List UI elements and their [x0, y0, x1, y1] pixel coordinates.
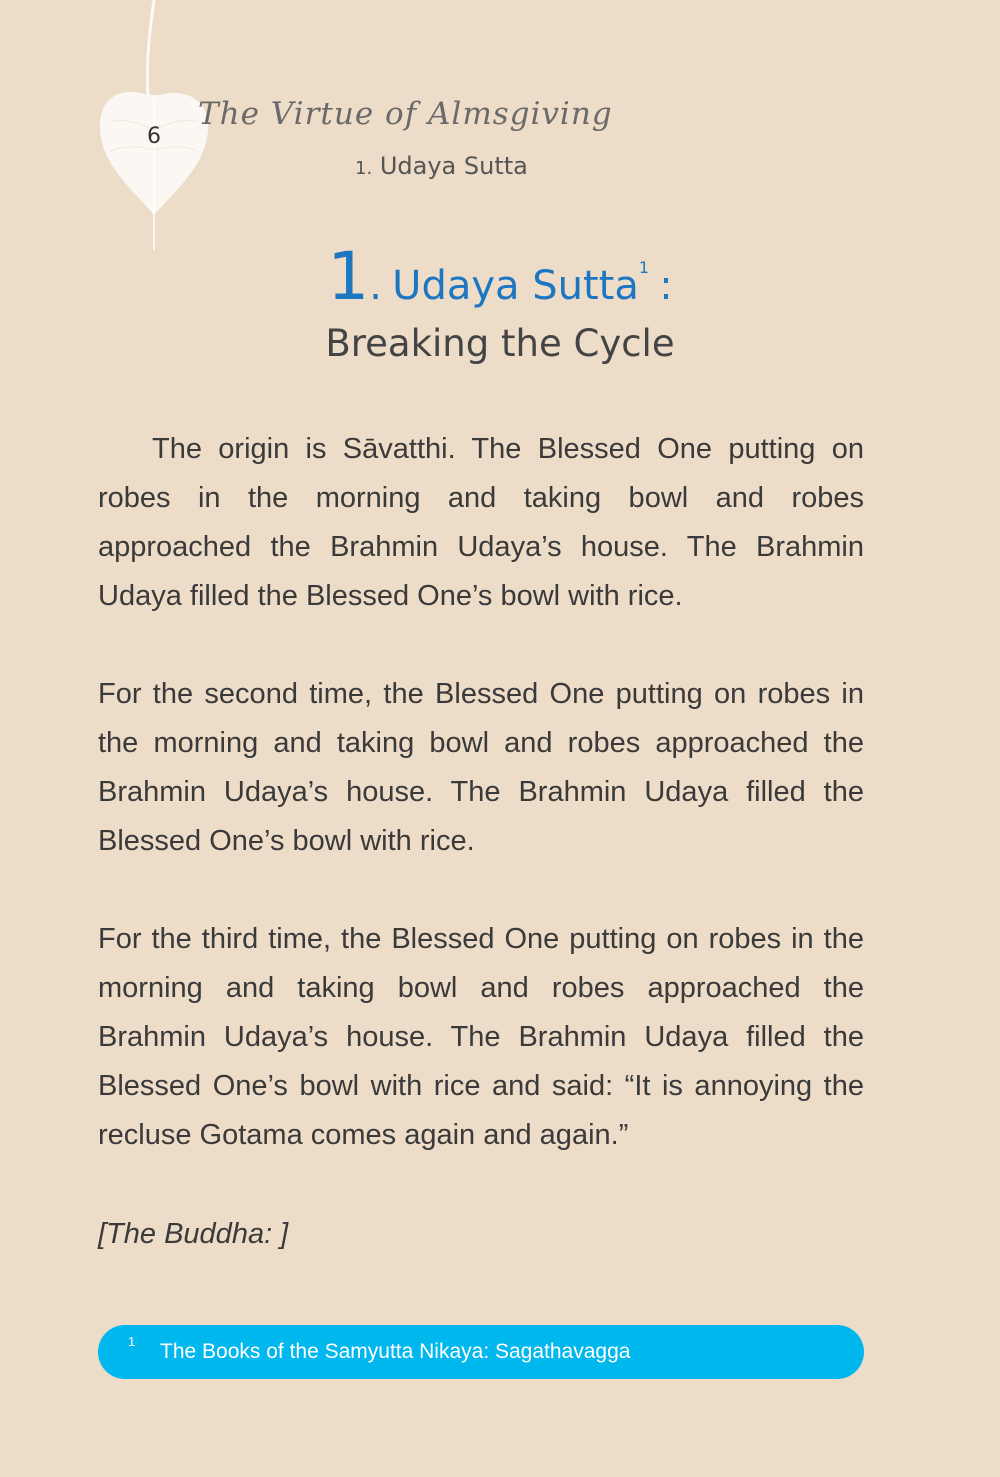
running-header-number: 1.	[355, 158, 373, 179]
body-paragraph: For the third time, the Blessed One putting on robes in the morning and taking bowl and robes approached the Brahmin Udaya’s house. The Brahmin Udaya filled the Blessed One’s bowl with rice and said: “It is annoying the recluse Gotama comes again and again.”	[98, 923, 864, 1151]
book-title: The Virtue of Almsgiving	[198, 96, 613, 132]
chapter-separator: .	[369, 263, 382, 309]
footnote-marker: 1	[128, 1334, 136, 1349]
body-paragraph: The origin is Sāvatthi. The Blessed One putting on robes in the morning and taking bowl and robes approached the Brahmin Udaya’s house. The Brahmin Udaya filled the Blessed One’s bowl with rice.	[98, 433, 864, 612]
chapter-number: 1	[327, 238, 370, 315]
footnote-bar	[98, 1325, 864, 1379]
footnote-reference[interactable]: 1	[638, 258, 650, 277]
page-number: 6	[147, 124, 161, 149]
running-header	[355, 152, 528, 180]
speaker-label: [The Buddha: ]	[98, 1218, 289, 1250]
footnote-text: The Books of the Samyutta Nikaya: Sagathavagga	[160, 1340, 631, 1363]
chapter-title: Udaya Sutta	[392, 263, 639, 309]
chapter-subtitle: Breaking the Cycle	[325, 322, 675, 365]
chapter-colon: :	[659, 263, 673, 309]
chapter-heading	[0, 238, 1000, 315]
body-paragraph: For the second time, the Blessed One putting on robes in the morning and taking bowl and robes approached the Brahmin Udaya’s house. The Brahmin Udaya filled the Blessed One’s bowl with rice.	[98, 678, 864, 857]
running-header-title: Udaya Sutta	[379, 152, 528, 180]
